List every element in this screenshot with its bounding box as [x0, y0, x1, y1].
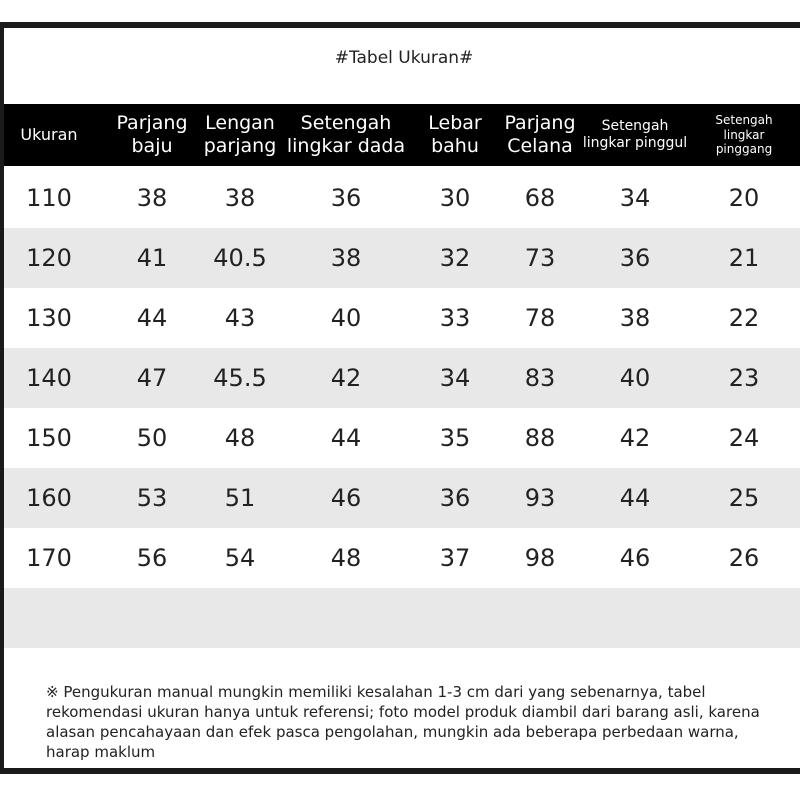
cell-pants-length: 78	[524, 304, 556, 332]
table-row	[4, 168, 800, 228]
header-top-length: Parjang baju	[116, 112, 188, 157]
cell-half-chest: 46	[330, 484, 362, 512]
cell-shoulder-width: 34	[439, 364, 471, 392]
cell-pants-length: 73	[524, 244, 556, 272]
cell-pants-length: 93	[524, 484, 556, 512]
cell-half-waist: 25	[728, 484, 760, 512]
cell-top-length: 50	[136, 424, 168, 452]
cell-top-length: 47	[136, 364, 168, 392]
cell-top-length: 56	[136, 544, 168, 572]
header-sleeve-length: Lengan parjang	[203, 112, 277, 157]
cell-sleeve-length: 38	[224, 184, 256, 212]
table-row	[4, 408, 800, 468]
cell-sleeve-length: 48	[224, 424, 256, 452]
header-size: Ukuran	[20, 125, 78, 145]
cell-half-chest: 38	[330, 244, 362, 272]
cell-half-waist: 20	[728, 184, 760, 212]
cell-sleeve-length: 45.5	[213, 364, 267, 392]
cell-half-hip: 46	[619, 544, 651, 572]
cell-sleeve-length: 43	[224, 304, 256, 332]
cell-top-length: 41	[136, 244, 168, 272]
cell-half-chest: 42	[330, 364, 362, 392]
cell-size: 160	[26, 484, 72, 512]
header-shoulder-width: Lebar bahu	[428, 112, 482, 157]
cell-top-length: 53	[136, 484, 168, 512]
cell-half-chest: 48	[330, 544, 362, 572]
cell-top-length: 44	[136, 304, 168, 332]
header-half-chest: Setengah lingkar dada	[286, 112, 406, 157]
cell-shoulder-width: 37	[439, 544, 471, 572]
measurement-note: ※ Pengukuran manual mungkin memiliki kesalahan 1-3 cm dari yang sebenarnya, tabel rekomendasi ukuran hanya untuk referensi; foto model produk diambil dari barang asli, karena alasan pencahayaan dan efek pasca pengolahan, mungkin ada beberapa perbedaan warna, harap maklum	[46, 683, 760, 761]
cell-shoulder-width: 33	[439, 304, 471, 332]
table-row	[4, 348, 800, 408]
cell-size: 140	[26, 364, 72, 392]
cell-sleeve-length: 54	[224, 544, 256, 572]
cell-half-chest: 44	[330, 424, 362, 452]
cell-shoulder-width: 30	[439, 184, 471, 212]
cell-size: 170	[26, 544, 72, 572]
cell-half-hip: 42	[619, 424, 651, 452]
cell-pants-length: 88	[524, 424, 556, 452]
cell-size: 120	[26, 244, 72, 272]
cell-half-hip: 44	[619, 484, 651, 512]
table-row	[4, 228, 800, 288]
cell-pants-length: 83	[524, 364, 556, 392]
empty-row	[4, 588, 800, 648]
cell-shoulder-width: 35	[439, 424, 471, 452]
cell-half-waist: 21	[728, 244, 760, 272]
cell-half-hip: 38	[619, 304, 651, 332]
cell-half-waist: 22	[728, 304, 760, 332]
size-chart-frame	[0, 22, 800, 774]
header-half-waist: Setengah lingkar pinggang	[715, 113, 773, 157]
table-row	[4, 468, 800, 528]
cell-sleeve-length: 40.5	[213, 244, 267, 272]
table-header	[4, 104, 800, 166]
cell-shoulder-width: 36	[439, 484, 471, 512]
cell-half-hip: 40	[619, 364, 651, 392]
cell-half-hip: 36	[619, 244, 651, 272]
cell-pants-length: 68	[524, 184, 556, 212]
cell-shoulder-width: 32	[439, 244, 471, 272]
table-row	[4, 288, 800, 348]
cell-half-chest: 36	[330, 184, 362, 212]
cell-size: 150	[26, 424, 72, 452]
cell-size: 130	[26, 304, 72, 332]
cell-half-waist: 26	[728, 544, 760, 572]
header-pants-length: Parjang Celana	[504, 112, 576, 157]
cell-half-hip: 34	[619, 184, 651, 212]
cell-size: 110	[26, 184, 72, 212]
cell-half-waist: 23	[728, 364, 760, 392]
cell-pants-length: 98	[524, 544, 556, 572]
cell-sleeve-length: 51	[224, 484, 256, 512]
cell-half-waist: 24	[728, 424, 760, 452]
header-half-hip: Setengah lingkar pinggul	[582, 118, 688, 151]
table-row	[4, 528, 800, 588]
cell-top-length: 38	[136, 184, 168, 212]
cell-half-chest: 40	[330, 304, 362, 332]
chart-title: #Tabel Ukuran#	[334, 48, 474, 68]
